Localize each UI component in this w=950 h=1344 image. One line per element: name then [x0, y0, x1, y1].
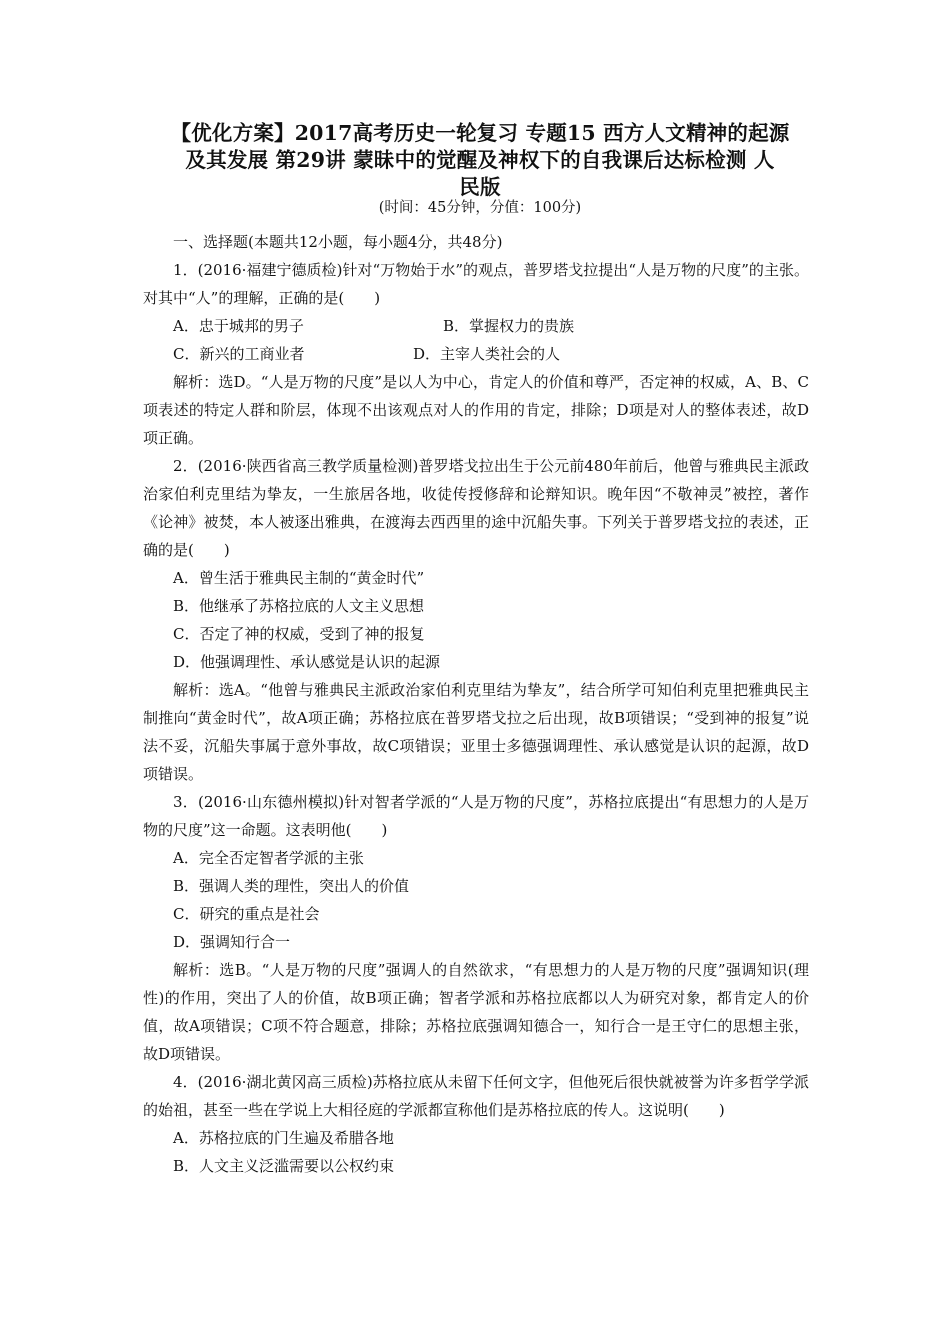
- question-2-analysis: 解析：选A。“他曾与雅典民主派政治家伯利克里结为挚友”，结合所学可知伯利克里把雅典民主制推向“黄金时代”，故A项正确；苏格拉底在普罗塔戈拉之后出现，故B项错误；“受到神的报复”说法不妥，沉船失事属于意外事故，故C项错误；亚里士多德强调理性、承认感觉是认识的起源，故D项错误。: [143, 681, 809, 783]
- question-3-option-b: B．强调人类的理性，突出人的价值: [173, 877, 410, 895]
- question-2-option-a: A．曾生活于雅典民主制的“黄金时代”: [173, 569, 425, 587]
- question-1-option-d: D．主宰人类社会的人: [413, 345, 561, 363]
- title-line-3: 民版: [459, 175, 501, 199]
- question-4-option-a: A．苏格拉底的门生遍及希腊各地: [173, 1129, 394, 1147]
- time-score-info: (时间：45分钟，分值：100分): [378, 200, 582, 216]
- question-1-options-ab: [143, 312, 809, 340]
- question-3-option-a: A．完全否定智者学派的主张: [173, 849, 364, 867]
- title-line-1: 【优化方案】2017高考历史一轮复习 专题15 西方人文精神的起源: [170, 121, 790, 145]
- question-4-stem: 4．(2016·湖北黄冈高三质检)苏格拉底从未留下任何文字，但他死后很快就被誉为许多哲学学派的始祖，甚至一些在学说上大相径庭的学派都宣称他们是苏格拉底的传人。这说明( ): [143, 1073, 809, 1119]
- question-3-stem: 3．(2016·山东德州模拟)针对智者学派的“人是万物的尺度”，苏格拉底提出“有思想力的人是万物的尺度”这一命题。这表明他( ): [143, 793, 809, 839]
- question-2-option-d: D．他强调理性、承认感觉是认识的起源: [173, 653, 441, 671]
- question-1-option-a: A．忠于城邦的男子: [173, 317, 304, 335]
- section-heading: 一、选择题(本题共12小题，每小题4分，共48分): [173, 233, 503, 251]
- question-1-option-b: B．掌握权力的贵族: [443, 317, 575, 335]
- question-3-analysis: 解析：选B。“人是万物的尺度”强调人的自然欲求，“有思想力的人是万物的尺度”强调知识(理性)的作用，突出了人的价值，故B项正确；智者学派和苏格拉底都以人为研究对象，都肯定人的价值，故A项错误；C项不符合题意，排除；苏格拉底强调知德合一，知行合一是王守仁的思想主张，故D项错误。: [143, 961, 809, 1063]
- question-3-option-d: D．强调知行合一: [173, 933, 291, 951]
- question-4-option-b: B．人文主义泛滥需要以公权约束: [173, 1157, 395, 1175]
- question-2-option-c: C．否定了神的权威，受到了神的报复: [173, 625, 425, 643]
- question-1-stem: 1．(2016·福建宁德质检)针对“万物始于水”的观点，普罗塔戈拉提出“人是万物的尺度”的主张。对其中“人”的理解，正确的是( ): [143, 261, 809, 307]
- question-1-analysis: 解析：选D。“人是万物的尺度”是以人为中心，肯定人的价值和尊严，否定神的权威，A、B、C项表述的特定人群和阶层，体现不出该观点对人的作用的肯定，排除；D项是对人的整体表述，故D项正确。: [143, 373, 809, 447]
- question-1-options-cd: [143, 340, 809, 368]
- question-3-option-c: C．研究的重点是社会: [173, 905, 320, 923]
- question-2-stem: 2．(2016·陕西省高三教学质量检测)普罗塔戈拉出生于公元前480年前后，他曾与雅典民主派政治家伯利克里结为挚友，一生旅居各地，收徒传授修辞和论辩知识。晚年因“不敬神灵”被控，著作《论神》被焚，本人被逐出雅典，在渡海去西西里的途中沉船失事。下列关于普罗塔戈拉的表述，正确的是( ): [143, 457, 809, 559]
- question-1-option-c: C．新兴的工商业者: [173, 345, 305, 363]
- document-body: [143, 228, 809, 1180]
- title-line-2: 及其发展 第29讲 蒙昧中的觉醒及神权下的自我课后达标检测 人: [185, 148, 775, 172]
- document-title: [140, 120, 820, 201]
- question-2-option-b: B．他继承了苏格拉底的人文主义思想: [173, 597, 425, 615]
